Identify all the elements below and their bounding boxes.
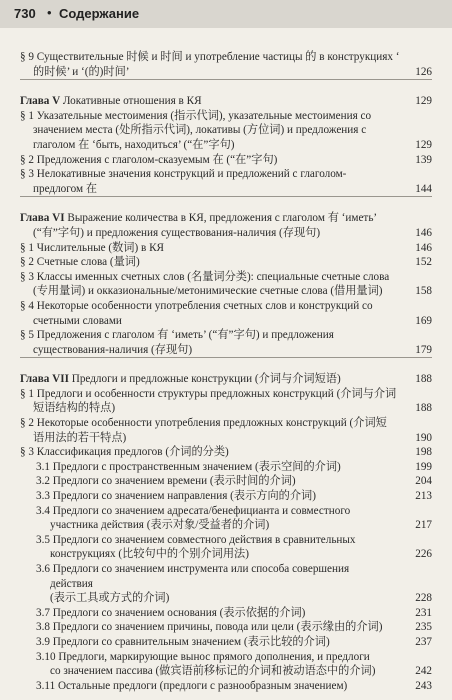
header-separator: • (47, 5, 52, 20)
section-gap (20, 358, 432, 372)
toc-entry (20, 138, 432, 153)
toc-entry-text (33, 65, 432, 80)
toc-entry-text (36, 533, 432, 548)
toc-entry-title: § 9 Существительные 时候 и 时间 и употребление частицы 的 в конструкциях ‘ (20, 51, 400, 63)
toc-entry-text (20, 211, 432, 226)
toc-entry (20, 562, 432, 577)
toc-entry (20, 255, 432, 270)
toc-entry (20, 547, 432, 562)
toc-entry-text (33, 314, 432, 329)
toc-entry (20, 328, 432, 343)
toc-page-number: 213 (415, 490, 432, 503)
toc-entry-text (36, 620, 432, 635)
toc-entry-title: § 5 Предложения с глаголом 有 ‘иметь’ (“有”字句) и предложения (20, 329, 334, 342)
toc-page-number: 158 (415, 285, 432, 298)
toc-entry-text (20, 109, 432, 124)
toc-entry (20, 123, 432, 138)
toc-entry-title: 3.7 Предлоги со значением основания (表示依据的介词) (36, 606, 306, 619)
toc-entry-title: действия (50, 577, 93, 590)
toc-entry (20, 606, 432, 621)
toc-entry-title: § 2 Некоторые особенности употребления предложных конструкций (介词短 (20, 417, 387, 430)
section-divider (20, 196, 432, 197)
toc-entry-title: глаголом 在 ‘быть, находиться’ (“在”字句) (33, 138, 235, 151)
toc-page-number: 226 (415, 548, 432, 561)
toc-page-number: 199 (415, 460, 432, 473)
toc-entry (20, 284, 432, 299)
toc-entry-title: § 1 Числительные (数词) в КЯ (20, 241, 165, 254)
toc-entry (20, 577, 432, 592)
toc-entry-text (36, 650, 432, 665)
toc-entry (20, 489, 432, 504)
section-divider (20, 357, 432, 358)
toc-entry-title: со значением пассива (做宾语前移标记的介词和被动语态中的介词) (50, 665, 376, 678)
toc-page-number: 188 (415, 373, 432, 386)
toc-entry (20, 416, 432, 431)
toc-entry (20, 664, 432, 679)
toc-entry-title: 短语结构的特点) (33, 402, 116, 415)
toc-entry-text (50, 518, 432, 533)
toc-entry-text (20, 328, 432, 343)
toc-entry-title: Предлоги и предложные конструкции (介词与介词短语) (71, 373, 341, 386)
toc-page-number: 139 (415, 153, 432, 166)
toc-entry (20, 182, 432, 197)
toc-entry-text (50, 664, 432, 679)
toc-entry-text (36, 679, 432, 694)
toc-entry-title: § 3 Нелокативные значения конструкций и предложений с глаголом- (20, 168, 347, 181)
toc-entry-text (33, 123, 432, 138)
toc-page-number: 169 (415, 314, 432, 327)
toc-entry-title: § 1 Указательные местоимения (指示代词), указательные местоимения со (20, 109, 372, 122)
toc-entry-title: Локативные отношения в КЯ (62, 95, 202, 108)
toc-entry-title: § 3 Классы именных счетных слов (名量词分类): специальные счетные слова (20, 270, 390, 283)
toc-page-number: 126 (415, 65, 432, 78)
toc-entry (20, 387, 432, 402)
toc-entry-text (33, 284, 432, 299)
toc-page-number: 179 (415, 343, 432, 356)
toc-entry-title: § 1 Предлоги и особенности структуры предложных конструкций (介词与介词 (20, 387, 397, 400)
toc-entry (20, 226, 432, 241)
toc-entry (20, 401, 432, 416)
toc-page-number: 129 (415, 95, 432, 108)
toc-entry-title: 3.5 Предлоги со значением совместного действия в сравнительных (36, 533, 356, 546)
toc-entry-title: § 2 Счетные слова (量词) (20, 256, 140, 269)
toc-page-number: 129 (415, 138, 432, 151)
toc-entry (20, 445, 432, 460)
section-gap (20, 80, 432, 94)
toc-entry-text (33, 401, 432, 416)
toc-entry-text (50, 577, 432, 592)
toc-entry (20, 460, 432, 475)
toc-page-number: 242 (415, 665, 432, 678)
toc-entry (20, 504, 432, 519)
toc-page-number: 188 (415, 402, 432, 415)
toc-page-number: 204 (415, 475, 432, 488)
toc-entry (20, 241, 432, 256)
toc-entry (20, 372, 432, 387)
running-header (0, 0, 452, 28)
toc-entry (20, 65, 432, 80)
chapter-label: Глава VII (20, 373, 72, 386)
page-number: 730 (14, 6, 36, 21)
toc-entry-title: Выражение количества в КЯ, предложения с глаголом 有 ‘иметь’ (67, 212, 378, 225)
toc-entry (20, 167, 432, 182)
toc-entry-text (20, 241, 432, 256)
toc-entry (20, 299, 432, 314)
toc-entry-text (20, 94, 432, 109)
toc-page-number: 146 (415, 241, 432, 254)
toc-entry-title: 的时候’ и ‘(的)时间’ (33, 65, 130, 78)
toc-entry-text (33, 226, 432, 241)
toc-page-number: 235 (415, 621, 432, 634)
toc-entry (20, 94, 432, 109)
toc-entry-text (33, 182, 432, 197)
toc-entry-title: существования-наличия (存现句) (33, 343, 193, 356)
toc-entry-text (20, 255, 432, 270)
toc-entry-title: 3.1 Предлоги с пространственным значением (表示空间的介词) (36, 460, 341, 473)
toc-entry (20, 431, 432, 446)
toc-entry (20, 533, 432, 548)
section-gap (20, 197, 432, 211)
toc-entry (20, 474, 432, 489)
toc-page-number: 152 (415, 256, 432, 269)
toc-entry-text (36, 562, 432, 577)
toc-page-number: 217 (415, 519, 432, 532)
toc-entry-title: 3.9 Предлоги со сравнительным значением (表示比较的介词) (36, 635, 330, 648)
toc-entry-title: § 4 Некоторые особенности употребления счетных слов и конструкций со (20, 299, 373, 312)
toc-page-number: 146 (415, 226, 432, 239)
toc-entry-text (33, 138, 432, 153)
toc-entry-title: § 3 Классификация предлогов (介词的分类) (20, 446, 229, 459)
toc-entry-title: 3.2 Предлоги со значением времени (表示时间的介词) (36, 475, 296, 488)
toc-entry (20, 109, 432, 124)
toc-entry-title: 3.11 Остальные предлоги (предлоги с разнообразным значением) (36, 679, 348, 692)
toc-entry-title: значением места (处所指示代词), локативы (方位词) и предложения с (33, 124, 367, 137)
toc-page-number: 198 (415, 446, 432, 459)
toc-entry-text (36, 489, 432, 504)
toc-entry-title: 3.8 Предлоги со значением причины, повода или цели (表示缘由的介词) (36, 621, 383, 634)
toc-entry (20, 591, 432, 606)
toc-entry-text (36, 635, 432, 650)
toc-entry-title: 语用法的若干特点) (33, 431, 127, 444)
toc-page-number: 237 (415, 635, 432, 648)
toc-entry (20, 679, 432, 694)
toc-entry-title: (表示工具或方式的介词) (50, 592, 170, 605)
toc-entry-title: (“有”字句) и предложения существования-наличия (存现句) (33, 226, 321, 239)
toc-page-number: 228 (415, 592, 432, 605)
section-divider (20, 79, 432, 80)
toc-entry-title: конструкциях (比较句中的个别介词用法) (50, 548, 249, 561)
toc-entry (20, 635, 432, 650)
toc-entry-title: 3.4 Предлоги со значением адресата/бенефицианта и совместного (36, 504, 351, 517)
toc-page-number: 231 (415, 606, 432, 619)
toc-page-number: 243 (415, 679, 432, 692)
toc-entry-title: предлогом 在 (33, 182, 98, 195)
toc-entry (20, 211, 432, 226)
toc-entry-text (36, 606, 432, 621)
toc-entry-text (36, 504, 432, 519)
toc-entry-text (20, 50, 432, 65)
toc-page-number: 190 (415, 431, 432, 444)
chapter-label: Глава V (20, 95, 63, 108)
toc-entry-text (20, 167, 432, 182)
table-of-contents (20, 50, 432, 693)
toc-entry-title: участника действия (表示对象/受益者的介词) (50, 519, 270, 532)
toc-entry-text (20, 372, 432, 387)
toc-entry (20, 153, 432, 168)
toc-entry-text (20, 299, 432, 314)
toc-entry-title: 3.3 Предлоги со значением направления (表示方向的介词) (36, 490, 316, 503)
toc-entry (20, 620, 432, 635)
chapter-label: Глава VI (20, 212, 68, 225)
toc-entry (20, 314, 432, 329)
toc-entry-text (20, 416, 432, 431)
toc-entry-text (20, 270, 432, 285)
toc-entry-text (33, 343, 432, 358)
toc-entry-title: 3.10 Предлоги, маркирующие вынос прямого дополнения, и предлоги (36, 650, 370, 663)
toc-entry-text (50, 547, 432, 562)
toc-entry-text (33, 431, 432, 446)
toc-entry-text (20, 387, 432, 402)
toc-entry-title: 3.6 Предлоги со значением инструмента или способа совершения (36, 563, 350, 575)
toc-entry-text (50, 591, 432, 606)
toc-entry-text (36, 460, 432, 475)
toc-entry-text (20, 153, 432, 168)
toc-entry (20, 343, 432, 358)
toc-page-number: 144 (415, 182, 432, 195)
toc-entry-title: § 2 Предложения с глаголом-сказуемым 在 (“在”字句) (20, 153, 278, 166)
toc-entry (20, 650, 432, 665)
toc-entry-title: счетными словами (33, 314, 122, 327)
running-title: Содержание (59, 6, 140, 21)
toc-entry (20, 518, 432, 533)
toc-entry-title: (专用量词) и окказиональные/метонимические счетные слова (借用量词) (33, 285, 383, 298)
toc-entry (20, 50, 432, 65)
toc-entry (20, 270, 432, 285)
toc-entry-text (36, 474, 432, 489)
toc-entry-text (20, 445, 432, 460)
